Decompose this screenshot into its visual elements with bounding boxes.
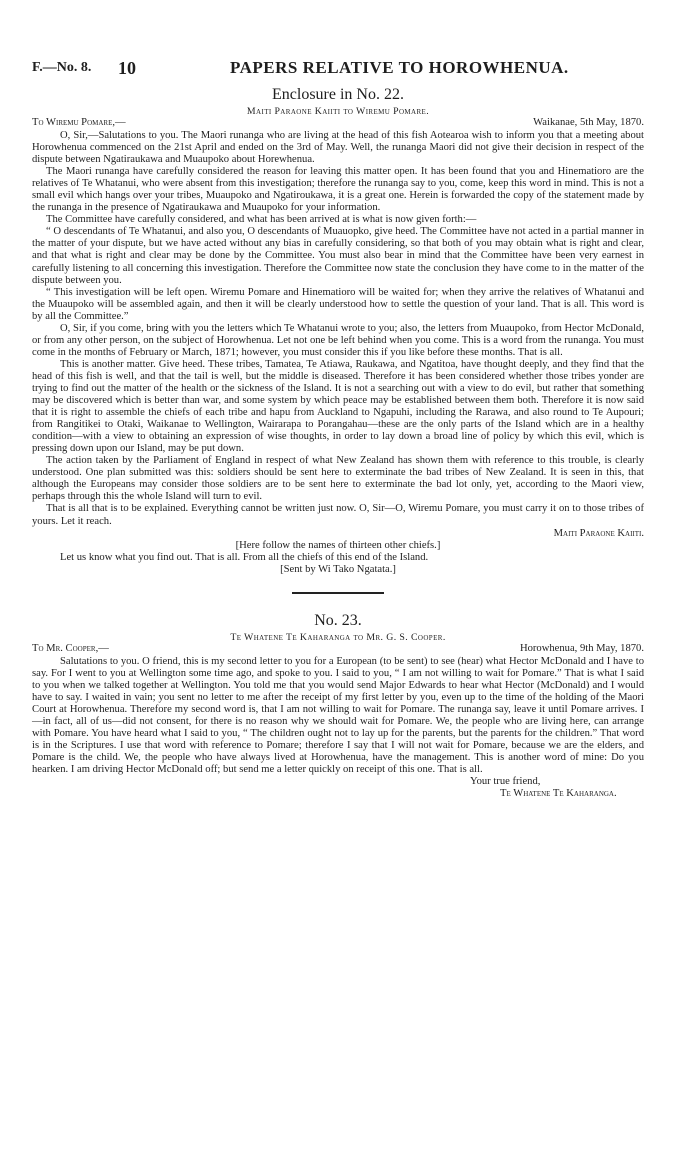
paragraph: O, Sir,—Salutations to you. The Maori runanga who are living at the head of this fish Aotearoa wish to inform you that a meeting about Horowhenua commenced on the 21st April and ended on the 3rd of May. Well, the runanga Maori did not give their decision in respect of the dispute between Ngatiraukawa and Muaupoko about Horewhenua. — [32, 130, 644, 166]
paragraph: The action taken by the Parliament of England in respect of what New Zealand has shown them with reference to this trouble, is clearly understood. One plan submitted was this: soldiers should be sent here to exterminate the bad tribes of New Zealand. It is seen in this, that although the Europeans may consider those soldiers are to be sent here to exterminate the bad lot only, yet, according to the Maori view, perhaps through this the whole Island will turn to evil. — [32, 455, 644, 503]
paragraph: Salutations to you. O friend, this is my second letter to you for a European (to be sent) to see (hear) what Hector McDonald and I have to say. For I went to you at Wellington some time ago, and spoke to you. I said to you, “ I am not willing to wait for Pomare.” That is what I said to you when we talked together at Wellington. You told me that you would send Major Edwards to hear what Hector (McDonald) and I would have to say. I waited in vain; you sent no letter to me after the receipt of my first letter by you, even up to the time of the holding of the Maori Court at Horowhenua. Therefore my second word is, that I am not willing to wait for Pomare. The runanga say, leave it until Pomare arrives. I—in fact, all of us—did not consent, for there is no reason why we should wait for Pomare. We, the people who are living here, can arrange with Pomare. You have heard what I said to you, “ The children ought not to lay up for the parents, but the parents for the children.” That word is in the Scriptures. I use that word with reference to Pomare; therefore I say that I will not wait for Pomare, because we are the elders, and Pomare is the child. We, the people who have always lived at Horowhenua, have the management. This is another word of mine: Do you hearken. I am driving Hector McDonald off; but send me a letter quickly on receipt of this one. That is all. — [32, 655, 644, 776]
letter-address-line — [32, 643, 644, 656]
signature: Te Whatene Te Kaharanga. — [500, 788, 617, 800]
enclosure-22-section — [32, 86, 644, 576]
paragraph: The Maori runanga have carefully considered the reason for leaving this matter open. It has been found that you and Hinematioro are the relatives of Te Whatanui, who were absent from this investigation; therefore the runanga say to you, come, keep this word in mind. This is not a small evil which hangs over your tribes, Muaupoko and Ngatiroukawa, it is a great one. Herein is forwarded the copy of the statement made by the runanga in the presence of Ngatiraukawa and Muaupoko for your information. — [32, 166, 644, 214]
editorial-note: [Here follow the names of thirteen other chiefs.] — [235, 539, 441, 551]
document-reference: F.—No. 8. — [32, 60, 92, 75]
page-number: 10 — [118, 58, 136, 78]
paragraph: “ This investigation will be left open. Wiremu Pomare and Hinematioro will be waited for; when they arrive the relatives of Whatanui and the Muaupoko will be assembled again, and then it will be clearly understood how to settle the question of your land. That is all. This word is by all the Committee.” — [32, 286, 644, 322]
letter-subtitle: Te Whatene Te Kaharanga to Mr. G. S. Cooper. — [230, 631, 446, 643]
page-header — [32, 58, 644, 84]
sent-by-note: [Sent by Wi Tako Ngatata.] — [280, 563, 396, 575]
paragraph: The Committee have carefully considered, and what has been arrived at is what is now given forth:— — [46, 214, 477, 226]
closing-salutation: Your true friend, — [470, 776, 541, 788]
running-title: PAPERS RELATIVE TO HOROWHENUA. — [230, 58, 569, 77]
enclosure-title: Enclosure in No. 22. — [272, 86, 404, 103]
postscript: Let us know what you find out. That is all. From all the chiefs of this end of the Island. — [60, 551, 429, 563]
no-23-section — [32, 612, 644, 801]
closing-block — [470, 776, 644, 800]
paragraph: “ O descendants of Te Whatanui, and also you, O descendants of Muauopko, give heed. The Committee have not acted in a partial manner in the matter of your dispute, but we have acted without any bias in carefully considering, so that both of you may obtain what is right and clear, and that what is right and clear may be done by the Committee. You must also bear in mind that the Committee have been very earnest in carefully listening to all concerning this investigation. Therefore the Committee now state the conclusion they have come to in the matter of the dispute between you. — [32, 226, 644, 286]
paragraph: That is all that is to be explained. Everything cannot be written just now. O, Sir—O, Wiremu Pomare, you must carry it on to those tribes of yours. Let it reach. — [32, 503, 644, 527]
place-date: Waikanae, 5th May, 1870. — [533, 117, 644, 128]
place-date: Horowhenua, 9th May, 1870. — [519, 642, 644, 654]
signature: Maiti Paraone Kaiiti. — [553, 527, 644, 539]
section-divider — [292, 592, 384, 594]
paragraph: This is another matter. Give heed. These tribes, Tamatea, Te Atiawa, Raukawa, and Ngatitoa, have thought deeply, and they find that the head of this fish is well, and that the tail is well, but the middle is diseased. Therefore it has been considered whether those tribes yonder are trying to find out the matter of the health or the sickness of the Island. It is not a searching out with a view to do evil, but rather that something may be discovered which is better than war, and some system by which peace may be established between them both. Therefore it is now said that it is right to assemble the chiefs of each tribe and hapu from Auckland to Ngapuhi, including the Rarawa, and also round to Te Aupouri; from Rangitikei to Otaki, Waikanae to Wellington, Wairarapa to Porangahau—these are the only parts of the Island which are in a healthy condition—with a view to obtaining an expression of wise thoughts, in order to lay down a broad line of policy by which this evil, which is pressing down upon our Island, may be put down. — [32, 358, 644, 455]
enclosure-subtitle: Maiti Paraone Kaiiti to Wiremu Pomare. — [246, 106, 430, 117]
addressee: To Wiremu Pomare,— — [32, 117, 126, 128]
letter-address-line — [32, 117, 644, 130]
letter-number-title: No. 23. — [314, 611, 362, 629]
paragraph: O, Sir, if you come, bring with you the letters which Te Whatanui wrote to you; also, the letters from Muaupoko, from Hector McDonald, or from any other person, on the subject of Horowhenua. Let not one be left behind when you come. This is a word from the runanga. You must come in the months of February or March, 1871; however, you must consider this if you like before these months. That is all. — [32, 322, 644, 358]
addressee: To Mr. Cooper,— — [32, 642, 109, 654]
